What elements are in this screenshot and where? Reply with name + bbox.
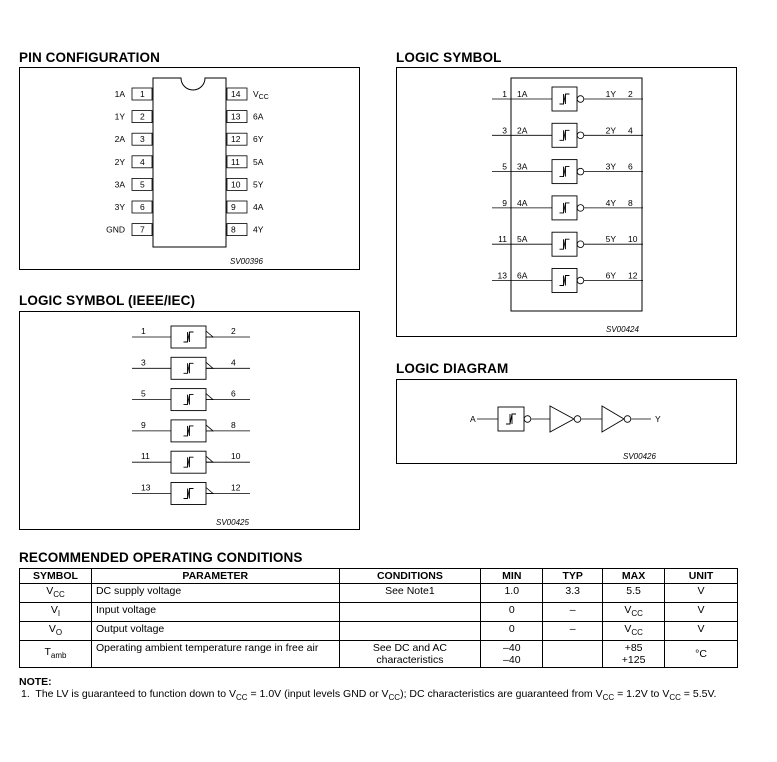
roc-table — [19, 568, 738, 668]
cell-unit: V — [665, 603, 738, 622]
note-heading: NOTE: — [19, 676, 52, 688]
output-pin-number: 2 — [628, 89, 633, 99]
note-1: 1. The LV is guaranteed to function down to $V_{CC} = 1.0V$ (input levels GND or $V_{CC}$); DC characteristics are guaranteed from $V_{CC} = 1.2V$ to $V_{CC} = 5.5V$. — [21, 688, 717, 703]
pin-label: $V_{CC}$ — [253, 89, 269, 101]
inversion-bubble — [577, 277, 584, 284]
cell-typ: – — [543, 603, 603, 622]
cell-max: 5.5 — [603, 584, 665, 603]
pin-box — [227, 224, 247, 236]
pin-config-figure — [19, 67, 360, 270]
cell-parameter: Input voltage — [91, 603, 339, 622]
inversion-bubble — [577, 205, 584, 212]
col-symbol: SYMBOL — [20, 569, 92, 584]
input-pin-number: 11 — [498, 234, 507, 245]
negation-indicator — [206, 362, 213, 368]
cell-typ: 3.3 — [543, 584, 603, 603]
cell-unit: °C — [665, 641, 738, 668]
pin-number: 10 — [231, 179, 241, 190]
pin-label: 1A — [114, 89, 125, 99]
figure-ref: SV00396 — [230, 257, 263, 266]
cell-max: +85 +125 — [603, 641, 665, 668]
pin-number: 14 — [231, 89, 241, 99]
output-label: 4Y — [605, 197, 616, 208]
output-pin-number: 6 — [231, 388, 236, 399]
output-pin-number: 10 — [231, 451, 241, 462]
cell-parameter: DC supply voltage — [91, 584, 339, 603]
output-label: 5Y — [605, 234, 616, 245]
input-label: A — [470, 414, 476, 424]
table-row — [20, 603, 738, 622]
input-pin-number: 13 — [497, 270, 507, 281]
input-pin-number: 13 — [141, 482, 151, 493]
pin-number: 2 — [140, 111, 145, 122]
input-label: 2A — [517, 125, 528, 136]
inverter-triangle — [550, 406, 574, 432]
input-label: 3A — [517, 161, 528, 172]
pin-number: 12 — [231, 134, 241, 145]
pin-label: 4Y — [253, 224, 264, 235]
logic-symbol-diagram — [397, 68, 738, 338]
negation-indicator — [206, 425, 213, 431]
figure-ref: SV00425 — [216, 518, 249, 527]
input-pin-number: 11 — [141, 451, 150, 462]
output-pin-number: 4 — [628, 125, 633, 136]
pin-number: 11 — [231, 156, 240, 167]
input-pin-number: 3 — [141, 357, 146, 368]
table-row — [20, 584, 738, 603]
cell-parameter: Operating ambient temperature range in free air — [91, 641, 339, 668]
roc-title: RECOMMENDED OPERATING CONDITIONS — [19, 550, 303, 565]
inversion-bubble — [577, 241, 584, 248]
col-typ: TYP — [543, 569, 603, 584]
col-parameter: PARAMETER — [91, 569, 339, 584]
col-min: MIN — [481, 569, 543, 584]
pin-label: 3A — [114, 179, 125, 190]
inversion-bubble — [577, 96, 584, 103]
pin-label: 5A — [253, 156, 264, 167]
cell-typ — [543, 641, 603, 668]
negation-indicator — [206, 488, 213, 494]
pin-label: 6A — [253, 111, 264, 122]
output-pin-number: 12 — [231, 482, 241, 493]
pin-config-diagram — [20, 68, 361, 271]
output-label: 1Y — [605, 89, 616, 99]
input-label: 4A — [517, 197, 528, 208]
pin-number: 13 — [231, 111, 241, 122]
logic-symbol-figure — [396, 67, 737, 337]
pin-label: 5Y — [253, 179, 264, 190]
pin-number: 7 — [140, 224, 145, 235]
output-pin-number: 8 — [231, 419, 236, 430]
notes — [19, 676, 716, 702]
pin-label: 3Y — [114, 202, 125, 212]
logic-diagram-title: LOGIC DIAGRAM — [396, 361, 509, 376]
pin-label: 4A — [253, 202, 264, 212]
pin-number: 4 — [140, 156, 145, 167]
ieee-symbol-figure — [19, 311, 360, 530]
cell-min: –40 –40 — [481, 641, 543, 668]
output-pin-number: 8 — [628, 197, 633, 208]
negation-indicator — [206, 331, 213, 337]
pin-number: 3 — [140, 134, 145, 145]
pin-config-title: PIN CONFIGURATION — [19, 50, 160, 65]
logic-diagram-figure — [396, 379, 737, 464]
table-row — [20, 641, 738, 668]
input-pin-number: 9 — [141, 419, 146, 430]
col-unit: UNIT — [665, 569, 738, 584]
table-row — [20, 622, 738, 641]
cell-symbol: $V_I$ — [20, 603, 92, 622]
input-pin-number: 1 — [502, 89, 507, 99]
negation-indicator — [206, 394, 213, 400]
output-pin-number: 10 — [628, 234, 638, 245]
pin-label: 1Y — [114, 111, 125, 122]
cell-parameter: Output voltage — [91, 622, 339, 641]
col-conditions: CONDITIONS — [339, 569, 481, 584]
pin-number: 6 — [140, 202, 145, 212]
logic-diagram — [397, 380, 738, 465]
output-pin-number: 6 — [628, 161, 633, 172]
ieee-symbol-diagram — [20, 312, 361, 531]
inversion-bubble — [524, 416, 531, 423]
inversion-bubble — [577, 168, 584, 175]
pin-label: GND — [106, 224, 125, 235]
inversion-bubble — [574, 416, 581, 423]
input-pin-number: 3 — [502, 125, 507, 136]
inverter-triangle — [602, 406, 624, 432]
cell-max: $V_{CC}$ — [603, 622, 665, 641]
negation-indicator — [206, 456, 213, 462]
cell-max: $V_{CC}$ — [603, 603, 665, 622]
output-label: 2Y — [605, 125, 616, 136]
cell-unit: V — [665, 584, 738, 603]
output-label: 3Y — [605, 161, 616, 172]
figure-ref: SV00426 — [623, 452, 656, 461]
pin-number: 5 — [140, 179, 145, 190]
cell-conditions: See Note1 — [339, 584, 481, 603]
cell-conditions: See DC and AC characteristics — [339, 641, 481, 668]
output-label: Y — [655, 414, 661, 424]
inversion-bubble — [577, 132, 584, 139]
input-pin-number: 1 — [141, 326, 146, 336]
ieee-symbol-title: LOGIC SYMBOL (IEEE/IEC) — [19, 293, 196, 308]
pin-label: 6Y — [253, 134, 264, 145]
pin-label: 2A — [114, 134, 125, 145]
output-pin-number: 4 — [231, 357, 236, 368]
input-label: 1A — [517, 89, 528, 99]
input-pin-number: 5 — [502, 161, 507, 172]
pin-label: 2Y — [114, 156, 125, 167]
pin-box — [227, 201, 247, 213]
input-label: 5A — [517, 234, 528, 245]
cell-symbol: $V_{CC}$ — [20, 584, 92, 603]
pin-number: 8 — [231, 224, 236, 235]
cell-typ: – — [543, 622, 603, 641]
cell-min: 1.0 — [481, 584, 543, 603]
cell-conditions — [339, 622, 481, 641]
cell-min: 0 — [481, 622, 543, 641]
ic-package-outline — [153, 78, 226, 247]
output-label: 6Y — [605, 270, 616, 281]
col-max: MAX — [603, 569, 665, 584]
input-pin-number: 5 — [141, 388, 146, 399]
output-pin-number: 12 — [628, 270, 638, 281]
cell-min: 0 — [481, 603, 543, 622]
cell-symbol: $V_O$ — [20, 622, 92, 641]
cell-unit: V — [665, 622, 738, 641]
cell-symbol: $T_{amb}$ — [20, 641, 92, 668]
pin-number: 9 — [231, 202, 236, 212]
logic-symbol-title: LOGIC SYMBOL — [396, 50, 502, 65]
figure-ref: SV00424 — [606, 325, 639, 334]
cell-conditions — [339, 603, 481, 622]
roc-header-row — [20, 569, 738, 584]
input-label: 6A — [517, 270, 528, 281]
inversion-bubble — [624, 416, 631, 423]
output-pin-number: 2 — [231, 326, 236, 336]
input-pin-number: 9 — [502, 197, 507, 208]
pin-number: 1 — [140, 89, 145, 99]
